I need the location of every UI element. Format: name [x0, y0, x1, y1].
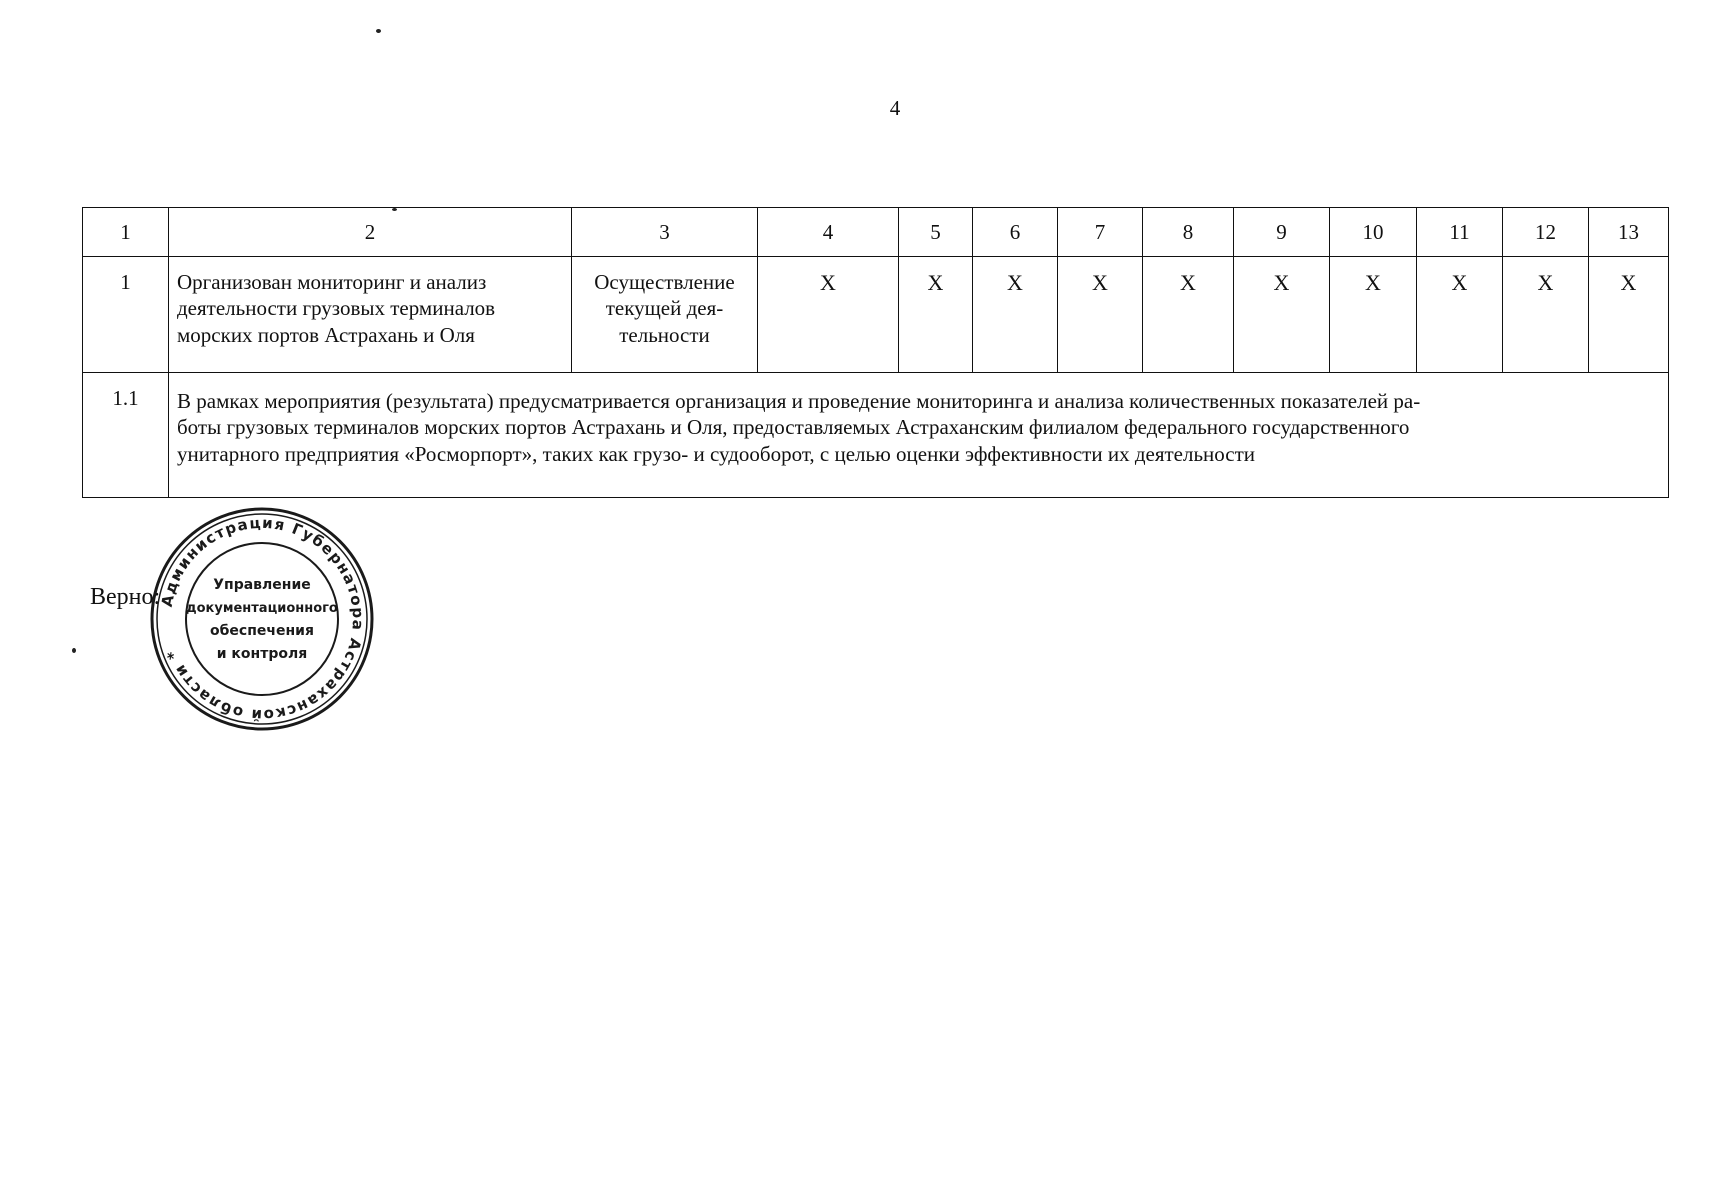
result-type: [572, 257, 758, 373]
row-number: 1.1: [83, 373, 169, 498]
column-number: 13: [1589, 208, 1669, 257]
activities-table: [82, 207, 1669, 498]
x-mark: X: [899, 257, 973, 373]
column-number: 5: [899, 208, 973, 257]
column-number: 9: [1234, 208, 1330, 257]
scan-speck: [376, 29, 381, 33]
stamp-center-line: документационного: [186, 601, 338, 616]
text-line: текущей дея-: [605, 296, 724, 321]
column-number: 6: [973, 208, 1058, 257]
page-number: 4: [889, 96, 901, 120]
stamp-ring-text-path: Администрация Губернатора Астраханской области *: [157, 513, 368, 725]
x-mark: X: [1058, 257, 1143, 373]
x-mark: X: [1503, 257, 1589, 373]
result-title: [169, 257, 572, 373]
text-line: Осуществление: [594, 270, 735, 294]
column-number: 10: [1330, 208, 1417, 257]
text-line: Организован мониторинг и анализ: [177, 270, 487, 294]
column-number: 2: [169, 208, 572, 257]
column-number: 1: [83, 208, 169, 257]
stamp-inner-ring: [186, 543, 338, 695]
official-stamp: [148, 505, 376, 733]
result-description: [169, 373, 1669, 498]
stamp-center-line: и контроля: [216, 646, 308, 662]
text-line: боты грузовых терминалов морских портов Астрахань и Оля, предоставляемых Астраханским филиалом федерального государственного: [177, 415, 1410, 440]
scan-speck: [72, 648, 76, 653]
x-mark: X: [1589, 257, 1669, 373]
row-number: 1: [83, 257, 169, 373]
x-mark: X: [1143, 257, 1234, 373]
x-mark: X: [1330, 257, 1417, 373]
text-line: морских портов Астрахань и Оля: [177, 322, 475, 347]
column-number: 11: [1417, 208, 1503, 257]
x-mark: X: [758, 257, 899, 373]
stamp-center-text: [186, 577, 338, 662]
text-line: В рамках мероприятия (результата) предусматривается организация и проведение мониторинга и анализа количественных показателей ра-: [177, 389, 1421, 413]
stamp-center-line: Управление: [213, 577, 311, 593]
column-number: 7: [1058, 208, 1143, 257]
column-number: 4: [758, 208, 899, 257]
column-number: 3: [572, 208, 758, 257]
stamp-center-line: обеспечения: [210, 623, 314, 639]
text-line: тельности: [619, 322, 710, 347]
table-row: [83, 373, 1669, 498]
x-mark: X: [1234, 257, 1330, 373]
x-mark: X: [1417, 257, 1503, 373]
stamp-ring-text: [158, 514, 367, 724]
x-mark: X: [973, 257, 1058, 373]
column-number: 8: [1143, 208, 1234, 257]
certification-label: Верно:: [90, 584, 161, 610]
column-number: 12: [1503, 208, 1589, 257]
table-row: [83, 257, 1669, 373]
text-line: деятельности грузовых терминалов: [177, 296, 496, 321]
column-numbers-row: [83, 208, 1669, 257]
text-line: унитарного предприятия «Росморпорт», таких как грузо- и судооборот, с целью оценки эффективности их деятельности: [177, 441, 1256, 466]
